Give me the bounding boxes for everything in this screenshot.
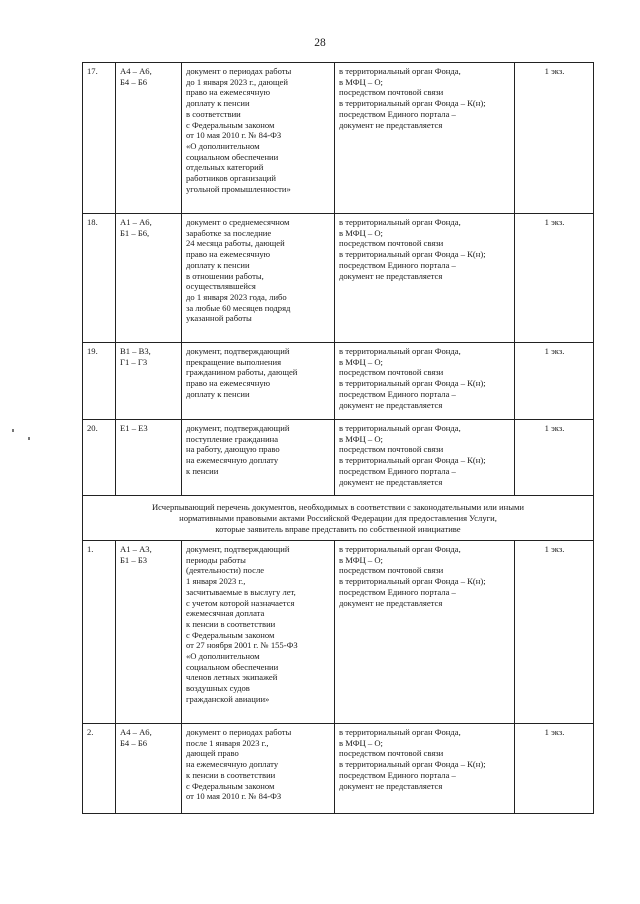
description-line: после 1 января 2023 г., xyxy=(186,737,269,748)
description-line: до 1 января 2023 года, либо xyxy=(186,291,287,302)
code-line: Г1 – Г3 xyxy=(120,356,148,367)
description-line: документ о периодах работы xyxy=(186,727,292,737)
description-line: социальном обеспечении xyxy=(186,151,279,162)
submission-line: в территориальный орган Фонда, xyxy=(339,346,461,356)
code-line: А4 – А6, xyxy=(120,66,152,76)
submission-line: посредством почтовой связи xyxy=(339,238,444,249)
description-line: право на ежемесячную xyxy=(186,378,271,389)
table-row xyxy=(83,63,594,214)
table-row xyxy=(83,214,594,343)
page-number: 28 xyxy=(314,37,326,49)
copies-count: 1 экз. xyxy=(515,63,594,214)
description-line: воздушных судов xyxy=(186,683,250,694)
code-line: Б4 – Б6 xyxy=(120,737,148,748)
code-line: В1 – В3, xyxy=(120,346,151,356)
description-line: с Федеральным законом xyxy=(186,119,275,130)
description-line: поступление гражданина xyxy=(186,433,279,444)
submission-line: посредством Единого портала – xyxy=(339,108,456,119)
row-number: 2. xyxy=(83,724,116,814)
submission-method xyxy=(335,214,515,343)
submission-line: в МФЦ – О; xyxy=(339,227,383,238)
submission-line: в территориальный орган Фонда, xyxy=(339,727,461,737)
description-line: от 27 ноября 2001 г. № 155-ФЗ xyxy=(186,640,298,651)
code-line: А1 – А6, xyxy=(120,217,152,227)
submission-line: посредством почтовой связи xyxy=(339,444,444,455)
description-line: доплату к пенсии xyxy=(186,98,250,109)
description-line: на ежемесячную доплату xyxy=(186,455,279,466)
submission-line: документ не представляется xyxy=(339,597,443,608)
submission-line: в МФЦ – О; xyxy=(339,737,383,748)
document-description xyxy=(182,541,335,724)
submission-line: посредством Единого портала – xyxy=(339,769,456,780)
description-line: засчитываемые в выслугу лет, xyxy=(186,586,296,597)
submission-line: в МФЦ – О; xyxy=(339,554,383,565)
submission-method xyxy=(335,343,515,420)
submission-line: в территориальный орган Фонда – К(н); xyxy=(339,576,486,587)
document-description xyxy=(182,214,335,343)
section-heading-row xyxy=(83,496,594,541)
row-number: 18. xyxy=(83,214,116,343)
applicant-codes xyxy=(116,541,182,724)
code-line: А1 – А3, xyxy=(120,544,152,554)
description-line: к пенсии в соответствии xyxy=(186,618,276,629)
table-row xyxy=(83,541,594,724)
description-line: гражданской авиации» xyxy=(186,693,270,704)
submission-line: в территориальный орган Фонда, xyxy=(339,217,461,227)
submission-line: в территориальный орган Фонда, xyxy=(339,66,461,76)
description-line: ежемесячная доплата xyxy=(186,608,265,619)
submission-line: документ не представляется xyxy=(339,476,443,487)
row-number: 20. xyxy=(83,420,116,496)
copies-count: 1 экз. xyxy=(515,343,594,420)
submission-line: в МФЦ – О; xyxy=(339,356,383,367)
table-row xyxy=(83,343,594,420)
submission-line: посредством почтовой связи xyxy=(339,565,444,576)
description-line: к пенсии xyxy=(186,465,219,476)
submission-line: в территориальный орган Фонда, xyxy=(339,423,461,433)
description-line: указанной работы xyxy=(186,313,252,324)
description-line: на ежемесячную доплату xyxy=(186,759,279,770)
description-line: осуществлявшейся xyxy=(186,281,256,292)
code-line: Б1 – Б6, xyxy=(120,227,150,238)
applicant-codes xyxy=(116,343,182,420)
submission-line: в МФЦ – О; xyxy=(339,433,383,444)
document-description xyxy=(182,724,335,814)
description-line: гражданином работы, дающей xyxy=(186,367,298,378)
description-line: угольной промышленности» xyxy=(186,183,291,194)
code-line: Е1 – Е3 xyxy=(120,423,148,433)
row-number: 17. xyxy=(83,63,116,214)
submission-line: в территориальный орган Фонда, xyxy=(339,544,461,554)
description-line: за любые 60 месяцев подряд xyxy=(186,302,291,313)
applicant-codes xyxy=(116,420,182,496)
submission-line: посредством Единого портала – xyxy=(339,388,456,399)
submission-line: посредством почтовой связи xyxy=(339,367,444,378)
submission-line: документ не представляется xyxy=(339,119,443,130)
copies-count: 1 экз. xyxy=(515,724,594,814)
description-line: работников организаций xyxy=(186,173,276,184)
documents-table xyxy=(82,62,594,814)
description-line: 1 января 2023 г., xyxy=(186,576,246,587)
table-row xyxy=(83,724,594,814)
description-line: документ, подтверждающий xyxy=(186,346,290,356)
description-line: право на ежемесячную xyxy=(186,87,271,98)
submission-line: посредством почтовой связи xyxy=(339,748,444,759)
description-line: документ о периодах работы xyxy=(186,66,292,76)
description-line: с учетом которой назначается xyxy=(186,597,295,608)
submission-line: в территориальный орган Фонда – К(н); xyxy=(339,98,486,109)
description-line: от 10 мая 2010 г. № 84-ФЗ xyxy=(186,791,282,802)
copies-count: 1 экз. xyxy=(515,420,594,496)
description-line: документ, подтверждающий xyxy=(186,544,290,554)
description-line: дающей право xyxy=(186,748,239,759)
table-row xyxy=(83,420,594,496)
submission-line: в территориальный орган Фонда – К(н); xyxy=(339,249,486,260)
code-line: А4 – А6, xyxy=(120,727,152,737)
applicant-codes xyxy=(116,724,182,814)
description-line: (деятельности) после xyxy=(186,565,265,576)
section-heading-line: которые заявитель вправе представить по собственной инициативе xyxy=(215,523,461,534)
description-line: документ о среднемесячном xyxy=(186,217,290,227)
submission-method xyxy=(335,541,515,724)
section-heading xyxy=(83,496,594,541)
description-line: доплату к пенсии xyxy=(186,259,250,270)
description-line: социальном обеспечении xyxy=(186,661,279,672)
submission-method xyxy=(335,420,515,496)
code-line: Б1 – Б3 xyxy=(120,554,148,565)
description-line: «О дополнительном xyxy=(186,140,260,151)
applicant-codes xyxy=(116,214,182,343)
copies-count: 1 экз. xyxy=(515,214,594,343)
description-line: периоды работы xyxy=(186,554,246,565)
description-line: заработке за последние xyxy=(186,227,272,238)
description-line: в отношении работы, xyxy=(186,270,264,281)
scan-mark xyxy=(28,437,30,440)
submission-line: в территориальный орган Фонда – К(н); xyxy=(339,378,486,389)
description-line: с Федеральным законом xyxy=(186,780,275,791)
submission-method xyxy=(335,724,515,814)
code-line: Б4 – Б6 xyxy=(120,76,148,87)
description-line: право на ежемесячную xyxy=(186,249,271,260)
description-line: документ, подтверждающий xyxy=(186,423,290,433)
submission-line: в территориальный орган Фонда – К(н); xyxy=(339,455,486,466)
description-line: членов летных экипажей xyxy=(186,672,278,683)
section-heading-line: Исчерпывающий перечень документов, необходимых в соответствии с законодательными или иными xyxy=(151,502,525,513)
description-line: «О дополнительном xyxy=(186,651,260,662)
description-line: доплату к пенсии xyxy=(186,388,250,399)
submission-line: посредством Единого портала – xyxy=(339,586,456,597)
section-heading-line: нормативными правовыми актами Российской Федерации для предоставления Услуги, xyxy=(179,513,497,524)
submission-line: документ не представляется xyxy=(339,270,443,281)
submission-line: в МФЦ – О; xyxy=(339,76,383,87)
description-line: до 1 января 2023 г., дающей xyxy=(186,76,288,87)
applicant-codes xyxy=(116,63,182,214)
description-line: в соответствии xyxy=(186,108,241,119)
submission-line: документ не представляется xyxy=(339,780,443,791)
document-description xyxy=(182,63,335,214)
row-number: 19. xyxy=(83,343,116,420)
description-line: от 10 мая 2010 г. № 84-ФЗ xyxy=(186,130,282,141)
description-line: 24 месяца работы, дающей xyxy=(186,238,285,249)
description-line: к пенсии в соответствии xyxy=(186,769,276,780)
document-description xyxy=(182,420,335,496)
submission-line: в территориальный орган Фонда – К(н); xyxy=(339,759,486,770)
document-description xyxy=(182,343,335,420)
scan-mark xyxy=(12,429,14,432)
description-line: прекращение выполнения xyxy=(186,356,282,367)
submission-line: посредством Единого портала – xyxy=(339,259,456,270)
description-line: на работу, дающую право xyxy=(186,444,280,455)
submission-method xyxy=(335,63,515,214)
submission-line: посредством почтовой связи xyxy=(339,87,444,98)
submission-line: посредством Единого портала – xyxy=(339,465,456,476)
row-number: 1. xyxy=(83,541,116,724)
submission-line: документ не представляется xyxy=(339,399,443,410)
description-line: с Федеральным законом xyxy=(186,629,275,640)
description-line: отдельных категорий xyxy=(186,162,264,173)
copies-count: 1 экз. xyxy=(515,541,594,724)
